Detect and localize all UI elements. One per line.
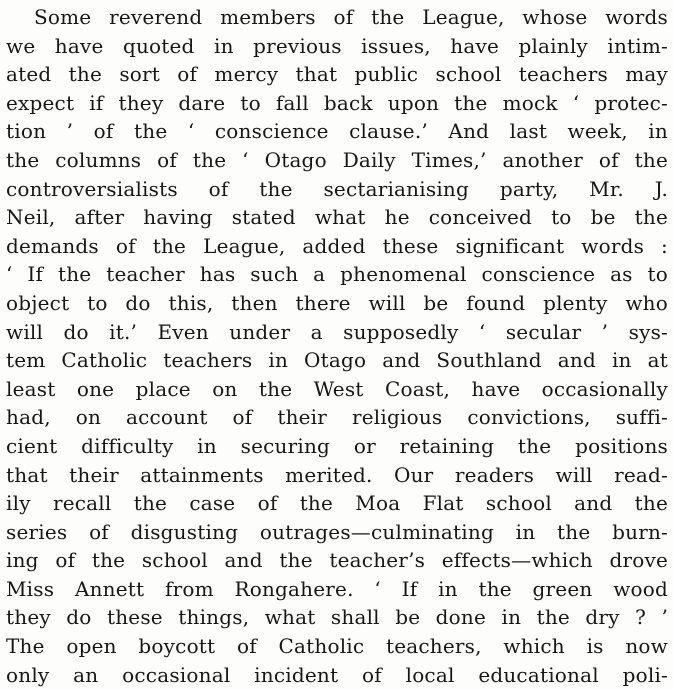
text-line: had, on account of their religious convictions, suffi- xyxy=(6,405,668,430)
text-line: expect if they dare to fall back upon the mock ‘ protec- xyxy=(6,90,668,115)
text-line: they do these things, what shall be done in the dry ? ’ xyxy=(6,605,668,630)
text-line: ily recall the case of the Moa Flat school and the xyxy=(6,491,668,516)
text-line: ated the sort of mercy that public school teachers may xyxy=(6,62,668,87)
text-line: demands of the League, added these significant words : xyxy=(6,233,668,258)
article-column xyxy=(6,3,668,689)
text-line: tion ’ of the ‘ conscience clause.’ And last week, in xyxy=(6,119,668,144)
text-line: we have quoted in previous issues, have plainly intim- xyxy=(6,33,668,58)
text-line: Miss Annett from Rongahere. ‘ If in the green wood xyxy=(6,576,668,601)
text-line: The open boycott of Catholic teachers, which is now xyxy=(6,634,668,659)
text-line: Some reverend members of the League, whose words xyxy=(34,5,668,29)
text-line: object to do this, then there will be found plenty who xyxy=(6,290,668,315)
text-line: least one place on the West Coast, have occasionally xyxy=(6,376,668,401)
text-line: ‘ If the teacher has such a phenomenal conscience as to xyxy=(6,262,668,287)
text-line: the columns of the ‘ Otago Daily Times,’ another of the xyxy=(6,147,668,172)
text-line: that their attainments merited. Our readers will read- xyxy=(6,462,668,487)
text-line: Neil, after having stated what he conceived to be the xyxy=(6,205,668,230)
text-line: cient difficulty in securing or retaining the positions xyxy=(6,433,668,458)
text-line: tem Catholic teachers in Otago and Southland and in at xyxy=(6,348,668,373)
text-line: will do it.’ Even under a supposedly ‘ secular ’ sys- xyxy=(6,319,668,344)
text-line: controversialists of the sectarianising party, Mr. J. xyxy=(6,176,668,201)
text-line: ing of the school and the teacher’s effects—which drove xyxy=(6,548,668,573)
text-line: only an occasional incident of local educational poli- xyxy=(6,662,668,687)
text-line: series of disgusting outrages—culminating in the burn- xyxy=(6,519,668,544)
